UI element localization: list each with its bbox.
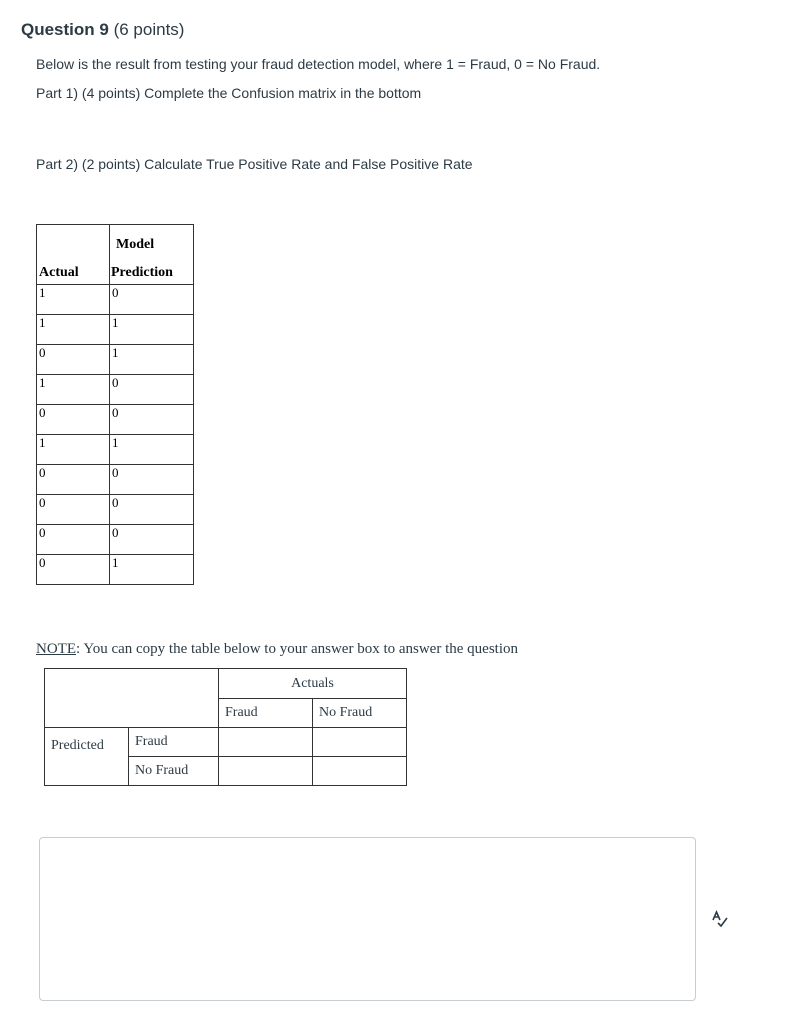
cm-cell-tn [313, 757, 407, 786]
cm-cell-fn [219, 757, 313, 786]
note-label: NOTE [36, 641, 76, 657]
actual-cell: 0 [37, 525, 110, 555]
question-title [21, 20, 184, 40]
cm-row-fraud: Fraud [129, 728, 219, 757]
part2-text: Part 2) (2 points) Calculate True Positive Rate and False Positive Rate [36, 156, 473, 172]
prediction-cell: 1 [110, 345, 194, 375]
prediction-cell: 0 [110, 285, 194, 315]
note-text [36, 641, 518, 658]
results-table-header [37, 225, 194, 285]
actual-cell: 0 [37, 465, 110, 495]
prediction-cell: 0 [110, 465, 194, 495]
table-row [37, 555, 194, 585]
cm-empty-corner [45, 669, 219, 728]
cm-col-no-fraud: No Fraud [313, 699, 407, 728]
actual-cell: 0 [37, 495, 110, 525]
cm-row-no-fraud: No Fraud [129, 757, 219, 786]
cm-predicted-label: Predicted [45, 728, 129, 786]
cm-cell-fp [313, 728, 407, 757]
prediction-cell: 0 [110, 375, 194, 405]
table-row [37, 285, 194, 315]
header-model-cell [110, 225, 194, 285]
actual-cell: 0 [37, 345, 110, 375]
table-row [37, 525, 194, 555]
header-actual-cell [37, 225, 110, 285]
prediction-cell: 0 [110, 405, 194, 435]
table-row [37, 375, 194, 405]
table-row [37, 345, 194, 375]
actual-cell: 1 [37, 285, 110, 315]
prediction-cell: 0 [110, 525, 194, 555]
actual-cell: 1 [37, 435, 110, 465]
actual-cell: 1 [37, 315, 110, 345]
question-points: (6 points) [113, 20, 185, 39]
actual-cell: 0 [37, 405, 110, 435]
prediction-cell: 1 [110, 555, 194, 585]
table-row [37, 495, 194, 525]
table-row [37, 435, 194, 465]
confusion-matrix-table [44, 668, 407, 786]
spellcheck-icon[interactable] [710, 909, 730, 929]
header-model: Model [116, 237, 155, 252]
prediction-cell: 1 [110, 435, 194, 465]
actual-cell: 1 [37, 375, 110, 405]
actual-cell: 0 [37, 555, 110, 585]
note-body: : You can copy the table below to your answer box to answer the question [76, 641, 518, 657]
table-row [37, 315, 194, 345]
answer-textbox[interactable] [39, 837, 696, 1001]
table-row [37, 465, 194, 495]
cm-col-fraud: Fraud [219, 699, 313, 728]
table-row [37, 405, 194, 435]
results-table [36, 224, 194, 585]
header-prediction: Prediction [111, 265, 173, 280]
header-actual: Actual [39, 265, 79, 280]
cm-cell-tp [219, 728, 313, 757]
prediction-cell: 1 [110, 315, 194, 345]
prediction-cell: 0 [110, 495, 194, 525]
part1-text: Part 1) (4 points) Complete the Confusion matrix in the bottom [36, 85, 422, 101]
cm-actuals-header: Actuals [219, 669, 407, 699]
intro-text: Below is the result from testing your fraud detection model, where 1 = Fraud, 0 = No Fraud. [36, 56, 601, 72]
question-number: Question 9 [21, 20, 109, 39]
